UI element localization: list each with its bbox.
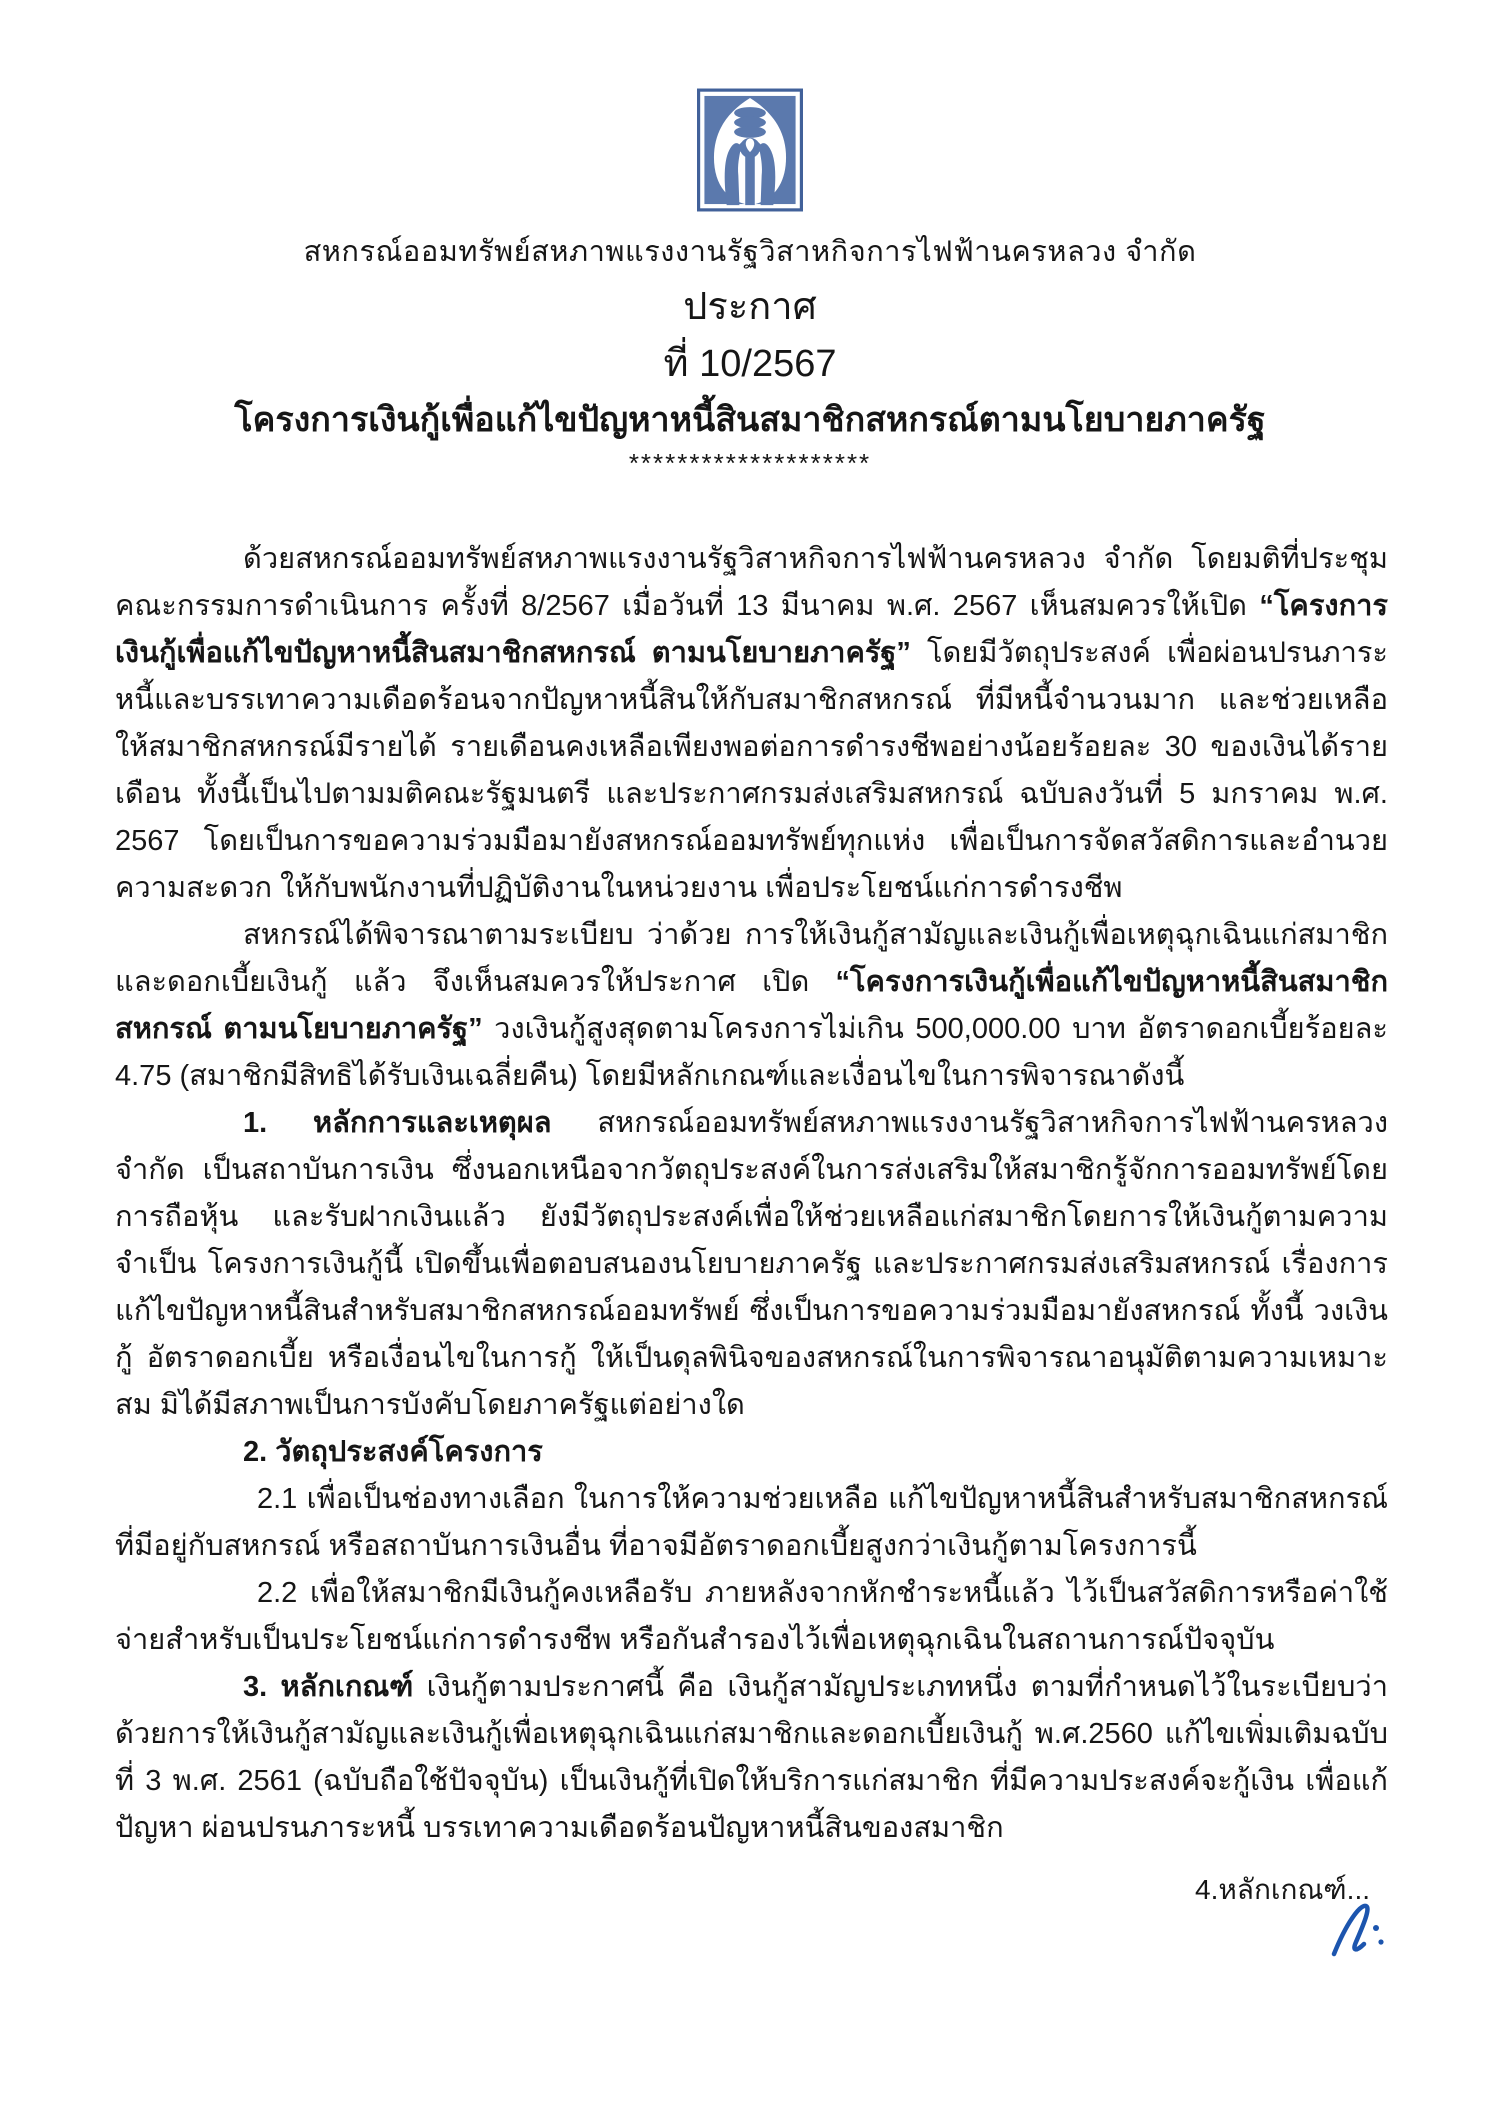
text-run: วงเงินกู้สูงสุดตามโครงการไม่เกิน 500,000.00 บาท อัตราดอกเบี้ยร้อยละ 4.75 (สมาชิกมีสิทธิได้รับเงินเฉลี่ยคืน) โดยมีหลักเกณฑ์และเงื่อนไขในการพิจารณาดังนี้ — [115, 1013, 1388, 1092]
page-continuation — [1195, 1868, 1370, 1912]
section-2-heading-label: 2. วัตถุประสงค์โครงการ — [243, 1436, 543, 1468]
doc-number: ที่ 10/2567 — [663, 343, 837, 385]
paragraph-preamble — [115, 536, 1388, 912]
org-logo-icon — [697, 88, 803, 212]
document-header — [0, 0, 1500, 478]
text-run: โดยมีวัตถุประสงค์ เพื่อผ่อนปรนภาระหนี้และบรรเทาความเดือดร้อนจากปัญหาหนี้สินให้กับสมาชิกสหกรณ์ ที่มีหนี้จำนวนมาก และช่วยเหลือให้สมาชิกสหกรณ์มีรายได้ รายเดือนคงเหลือเพียงพอต่อการดำรงชีพอย่างน้อยร้อยละ 30 ของเงินได้รายเดือน ทั้งนี้เป็นไปตามมติคณะรัฐมนตรี และประกาศกรมส่งเสริมสหกรณ์ ฉบับลงวันที่ 5 มกราคม พ.ศ. 2567 โดยเป็นการขอความร่วมมือมายังสหกรณ์ออมทรัพย์ทุกแห่ง เพื่อเป็นการจัดสวัสดิการและอำนวยความสะดวก ให้กับพนักงานที่ปฏิบัติงานในหน่วยงาน เพื่อประโยชน์แก่การดำรงชีพ — [115, 637, 1389, 904]
org-name: สหกรณ์ออมทรัพย์สหภาพแรงงานรัฐวิสาหกิจการไฟฟ้านครหลวง จำกัด — [303, 236, 1197, 268]
initials-signature-icon — [1326, 1894, 1412, 1966]
section-2-item-1 — [115, 1476, 1388, 1570]
text-run: สหกรณ์ออมทรัพย์สหภาพแรงงานรัฐวิสาหกิจการไฟฟ้านครหลวง จำกัด เป็นสถาบันการเงิน ซึ่งนอกเหนือจากวัตถุประสงค์ในการส่งเสริมให้สมาชิกรู้จักการออมทรัพย์โดยการถือหุ้น และรับฝากเงินแล้ว ยังมีวัตถุประสงค์เพื่อให้ช่วยเหลือแก่สมาชิกโดยการให้เงินกู้ตามความจำเป็น โครงการเงินกู้นี้ เปิดขึ้นเพื่อตอบสนองนโยบายภาครัฐ และประกาศกรมส่งเสริมสหกรณ์ เรื่องการแก้ไขปัญหาหนี้สินสำหรับสมาชิกสหกรณ์ออมทรัพย์ ซึ่งเป็นการขอความร่วมมือมายังสหกรณ์ ทั้งนี้ วงเงินกู้ อัตราดอกเบี้ย หรือเงื่อนไขในการกู้ ให้เป็นดุลพินิจของสหกรณ์ในการพิจารณาอนุมัติตามความเหมาะสม มิได้มีสภาพเป็นการบังคับโดยภาครัฐแต่อย่างใด — [115, 1107, 1388, 1421]
text-run: 2.2 เพื่อให้สมาชิกมีเงินกู้คงเหลือรับ ภายหลังจากหักชำระหนี้แล้ว ไว้เป็นสวัสดิการหรือค่าใช้จ่ายสำหรับเป็นประโยชน์แก่การดำรงชีพ หรือกันสำรองไว้เพื่อเหตุฉุกเฉินในสถานการณ์ปัจจุบัน — [115, 1577, 1388, 1656]
text-run-bold: “โครงการเงินกู้เพื่อแก้ไขปัญหาหนี้สินสมาชิกสหกรณ์ ตามนโยบายภาครัฐ” — [115, 966, 1388, 1045]
section-3-criteria — [115, 1664, 1388, 1852]
text-run: เงินกู้ตามประกาศนี้ คือ เงินกู้สามัญประเภทหนึ่ง ตามที่กำหนดไว้ในระเบียบว่าด้วยการให้เงินกู้สามัญและเงินกู้เพื่อเหตุฉุกเฉินแก่สมาชิกและดอกเบี้ยเงินกู้ พ.ศ.2560 แก้ไขเพิ่มเติมฉบับที่ 3 พ.ศ. 2561 (ฉบับถือใช้ปัจจุบัน) เป็นเงินกู้ที่เปิดให้บริการแก่สมาชิก ที่มีความประสงค์จะกู้เงิน เพื่อแก้ปัญหา ผ่อนปรนภาระหนี้ บรรเทาความเดือดร้อนปัญหาหนี้สินของสมาชิก — [115, 1671, 1389, 1844]
continuation-label: 4.หลักเกณฑ์... — [1195, 1874, 1370, 1905]
doc-title: โครงการเงินกู้เพื่อแก้ไขปัญหาหนี้สินสมาชิกสหกรณ์ตามนโยบายภาครัฐ — [234, 401, 1266, 439]
section-1-principles — [115, 1100, 1388, 1429]
text-run: สหกรณ์ได้พิจารณาตามระเบียบ ว่าด้วย การให้เงินกู้สามัญและเงินกู้เพื่อเหตุฉุกเฉินแก่สมาชิกและดอกเบี้ยเงินกู้ แล้ว จึงเห็นสมควรให้ประกาศ เปิด — [115, 919, 1388, 998]
text-run-bold: “โครงการเงินกู้เพื่อแก้ไขปัญหาหนี้สินสมาชิกสหกรณ์ ตามนโยบายภาครัฐ” — [115, 590, 1388, 669]
section-2-heading — [115, 1429, 1388, 1476]
text-run: ด้วยสหกรณ์ออมทรัพย์สหภาพแรงงานรัฐวิสาหกิจการไฟฟ้านครหลวง จำกัด โดยมติที่ประชุมคณะกรรมการดำเนินการ ครั้งที่ 8/2567 เมื่อวันที่ 13 มีนาคม พ.ศ. 2567 เห็นสมควรให้เปิด — [115, 543, 1388, 622]
document-body — [115, 536, 1388, 1852]
paragraph-resolution — [115, 912, 1388, 1100]
asterisk-divider: ******************** — [628, 448, 872, 478]
doc-type-heading: ประกาศ — [683, 286, 817, 328]
section-1-heading: 1. หลักการและเหตุผล — [243, 1107, 552, 1139]
section-2-item-2 — [115, 1570, 1388, 1664]
text-run: 2.1 เพื่อเป็นช่องทางเลือก ในการให้ความช่วยเหลือ แก้ไขปัญหาหนี้สินสำหรับสมาชิกสหกรณ์ที่มีอยู่กับสหกรณ์ หรือสถาบันการเงินอื่น ที่อาจมีอัตราดอกเบี้ยสูงกว่าเงินกู้ตามโครงการนี้ — [115, 1483, 1388, 1562]
section-3-heading: 3. หลักเกณฑ์ — [243, 1671, 414, 1703]
